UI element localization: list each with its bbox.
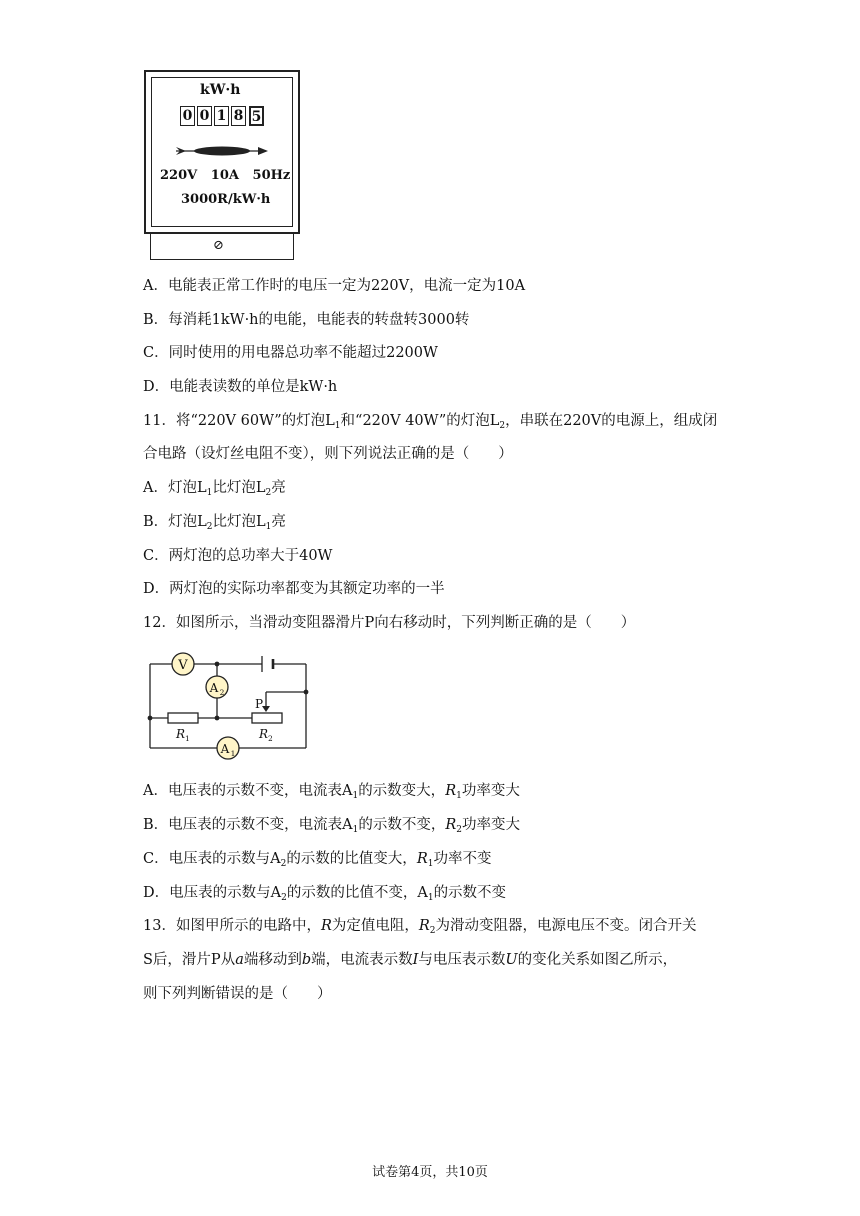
q12-option-d: D．电压表的示数与$A_2$的示数的比值不变，$A_1$的示数不变 [143,885,507,903]
ammeter-a2-sub: 2 [219,688,225,697]
r1-label: R [176,727,186,741]
ammeter-a2-label: A [209,681,219,695]
q11-option-d: D．两灯泡的实际功率都变为其额定功率的一半 [143,581,445,597]
junction-dot [148,716,153,721]
q11-option-a: A．灯泡$L_1$比灯泡$L_2$亮 [143,480,286,498]
r1-sub: 1 [185,734,190,743]
junction-dot [215,716,220,721]
q13-stem: 13．如图甲所示的电路中，R为定值电阻，$R_2$为滑动变阻器，电源电压不变。闭合开关 [143,918,697,936]
q10-option-b: B．每消耗1kW·h的电能，电能表的转盘转3000转 [143,312,470,328]
q11-option-c: C．两灯泡的总功率大于40W [143,548,333,564]
q11-option-b: B．灯泡$L_2$比灯泡$L_1$亮 [143,514,286,532]
meter-digit: 1 [214,106,229,126]
meter-digit-last: 5 [249,106,264,126]
q12-option-b: B．电压表的示数不变，电流表$A_1$的示数不变，$R_2$功率变大 [143,817,521,835]
meter-digit: 0 [180,106,195,126]
ammeter-a1-sub: 1 [230,749,236,758]
meter-disc-icon [174,141,270,161]
q12-stem: 12．如图所示，当滑动变阻器滑片P向右移动时，下列判断正确的是（ ） [143,615,636,631]
q13-stem-line3: 则下列判断错误的是（ ） [143,986,332,1002]
junction-dot [215,662,220,667]
meter-unit: kW·h [200,82,241,98]
junction-dot [304,690,309,695]
ammeter-a1-label: A [220,742,230,756]
q10-option-d: D．电能表读数的单位是kW·h [143,379,338,395]
meter-screw-icon: ⊘ [213,238,224,253]
voltmeter-label: V [178,658,188,673]
q11-stem-cont: 合电路（设灯丝电阻不变），则下列说法正确的是（ ） [143,446,513,462]
resistor-r1 [168,713,198,723]
q12-option-a: A．电压表的示数不变，电流表$A_1$的示数变大，$R_1$功率变大 [143,783,520,801]
q10-option-c: C．同时使用的用电器总功率不能超过2200W [143,345,438,361]
meter-rate: 3000R/kW·h [181,192,271,207]
meter-digit: 8 [231,106,246,126]
slider-arrow-icon [262,706,270,712]
q12-option-c: C．电压表的示数与$A_2$的示数的比值变大，$R_1$功率不变 [143,851,492,869]
q10-option-a: A．电能表正常工作时的电压一定为220V，电流一定为10A [143,278,526,294]
meter-digit: 0 [197,106,212,126]
q13-stem-line2: S后，滑片P从a端移动到b端，电流表示数I与电压表示数U的变化关系如图乙所示， [143,952,678,968]
r2-sub: 2 [268,734,273,743]
r2-label: R [259,727,269,741]
resistor-r2 [252,713,282,723]
q11-stem: 11．将“220V 60W”的灯泡$L_1$和“220V 40W”的灯泡$L_2$，串联在220V的电源上，组成闭 [143,413,718,431]
page-footer: 试卷第4页，共10页 [372,1165,488,1180]
q12-circuit-diagram [140,646,320,762]
slider-label: P [255,697,264,711]
meter-specs: 220V 10A 50Hz [160,168,291,183]
